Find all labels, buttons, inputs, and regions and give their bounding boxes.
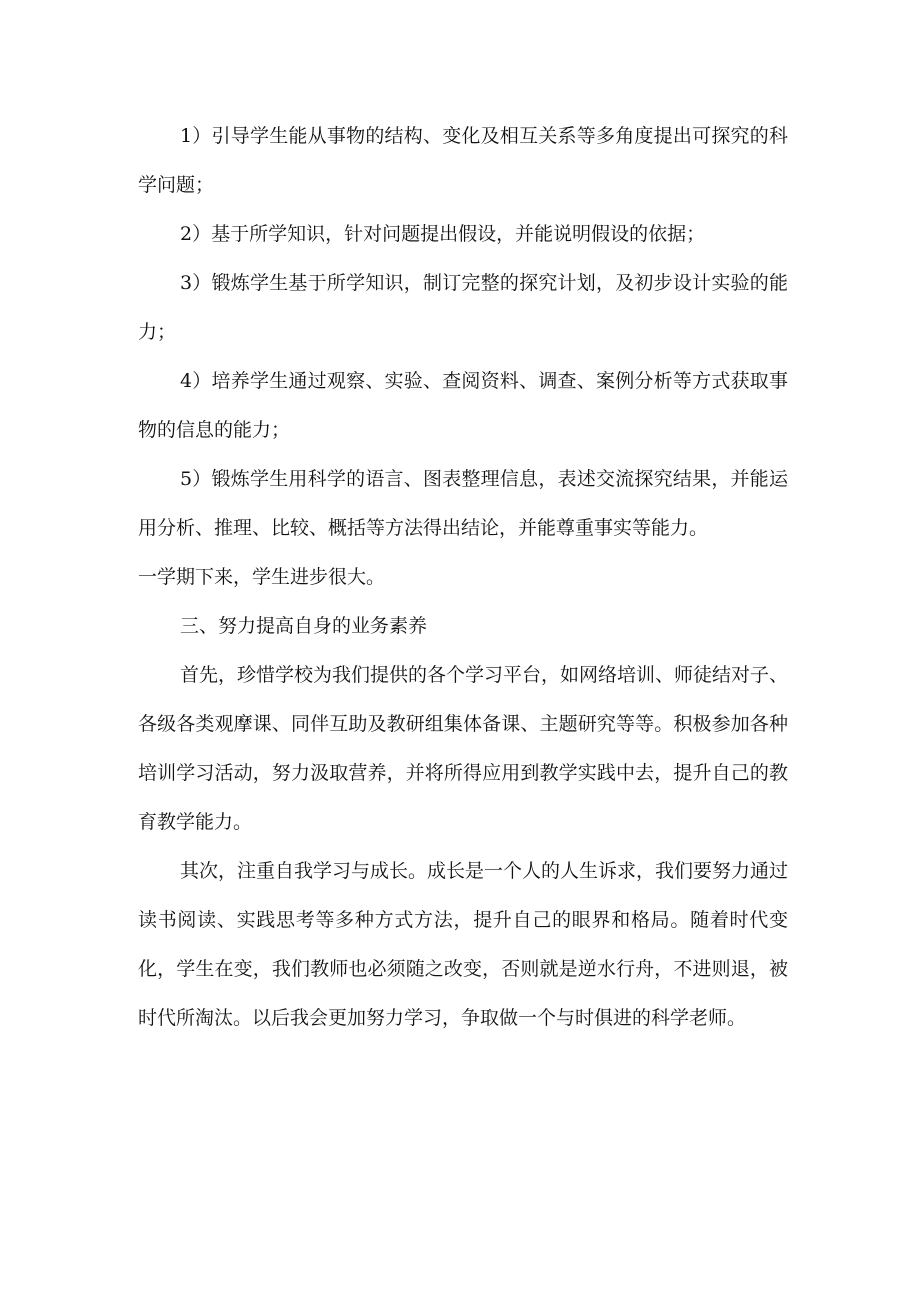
objective-paragraph-5: 5）锻炼学生用科学的语言、图表整理信息，表述交流探究结果，并能运用分析、推理、比较、概括等方法得出结论，并能尊重事实等能力。 (138, 468, 788, 539)
objective-paragraph-1: 1）引导学生能从事物的结构、变化及相互关系等多角度提出可探究的科学问题； (138, 125, 788, 196)
objective-paragraph-2: 2）基于所学知识，针对问题提出假设，并能说明假设的依据； (180, 223, 706, 245)
objective-paragraph-4: 4）培养学生通过观察、实验、查阅资料、调查、案例分析等方式获取事物的信息的能力； (138, 370, 788, 441)
objective-paragraph-3: 3）锻炼学生基于所学知识，制订完整的探究计划，及初步设计实验的能力； (138, 272, 788, 343)
body-paragraph-second: 其次，注重自我学习与成长。成长是一个人的人生诉求，我们要努力通过读书阅读、实践思考等多种方式方法，提升自己的眼界和格局。随着时代变化，学生在变，我们教师也必须随之改变，否则就是逆水行舟，不进则退，被时代所淘汰。以后我会更加努力学习，争取做一个与时俱进的科学老师。 (138, 860, 789, 1029)
document-body (138, 112, 788, 1043)
body-paragraph-first: 首先，珍惜学校为我们提供的各个学习平台，如网络培训、师徒结对子、各级各类观摩课、同伴互助及教研组集体备课、主题研究等等。积极参加各种培训学习活动，努力汲取营养，并将所得应用到教学实践中去，提升自己的教育教学能力。 (138, 664, 789, 833)
summary-line: 一学期下来，学生进步很大。 (138, 566, 386, 588)
section-heading: 三、努力提高自身的业务素养 (180, 615, 428, 637)
